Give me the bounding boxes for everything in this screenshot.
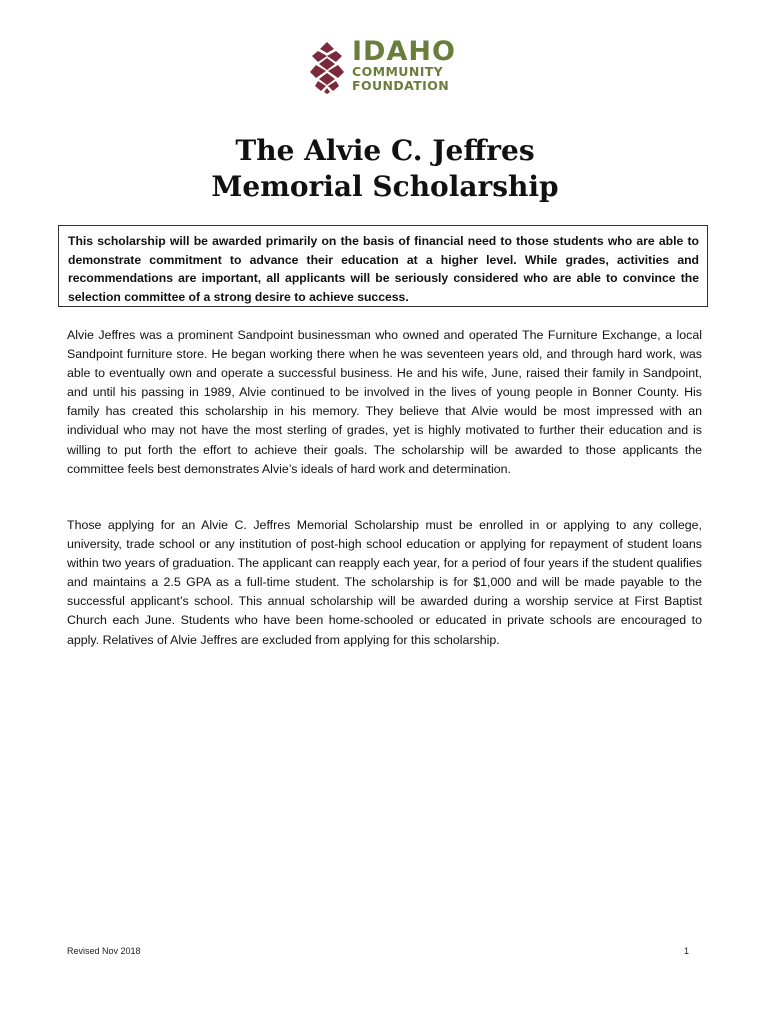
paragraph-eligibility: Those applying for an Alvie C. Jeffres Memorial Scholarship must be enrolled in or applying to any college, university, trade school or any institution of post-high school education or applying for repayment of student loans within two years of graduation. The applicant can reapply each year, for a period of four years if the student qualifies and maintains a 2.5 GPA as a full-time student. The scholarship is for $1,000 and will be made payable to the successful applicant’s school. This annual scholarship will be awarded during a worship service at First Baptist Church each June. Students who have been home-schooled or educated in private schools are encouraged to apply. Relatives of Alvie Jeffres are excluded from applying for this scholarship. (67, 518, 702, 647)
page-title (0, 133, 770, 205)
pinecone-icon (308, 40, 346, 94)
paragraph-biography: Alvie Jeffres was a prominent Sandpoint businessman who owned and operated The Furniture Exchange, a local Sandpoint furniture store. He began working there when he was seventeen years old, and through hard work, was able to eventually own and operate a successful business. He and his wife, June, raised their family in Sandpoint, and until his passing in 1989, Alvie continued to be involved in the lives of young people in Bonner County. His family has created this scholarship in his memory. They believe that Alvie would be most impressed with an individual who may not have the most sterling of grades, yet is highly motivated to further their education and is willing to put forth the effort to achieve their goals. The scholarship will be awarded to those applicants the committee feels best demonstrates Alvie’s ideals of hard work and determination. (67, 328, 702, 476)
logo-text-idaho: IDAHO (352, 36, 456, 67)
logo-text-foundation: FOUNDATION (352, 77, 450, 93)
logo-text-community: COMMUNITY (352, 64, 444, 79)
footer-page-number: 1 (684, 946, 690, 956)
idaho-community-foundation-logo (308, 38, 468, 96)
title-line-1: The Alvie C. Jeffres (235, 134, 535, 167)
intro-summary-box: This scholarship will be awarded primarily on the basis of financial need to those students who are able to demonstrate commitment to advance their education at a higher level. While grades, activities and recommendations are important, all applicants will be seriously considered who are able to convince the selection committee of a strong desire to achieve success. (58, 225, 708, 307)
title-line-2: Memorial Scholarship (211, 170, 559, 203)
logo-wordmark (352, 38, 456, 92)
footer-revised-date: Revised Nov 2018 (67, 946, 141, 956)
